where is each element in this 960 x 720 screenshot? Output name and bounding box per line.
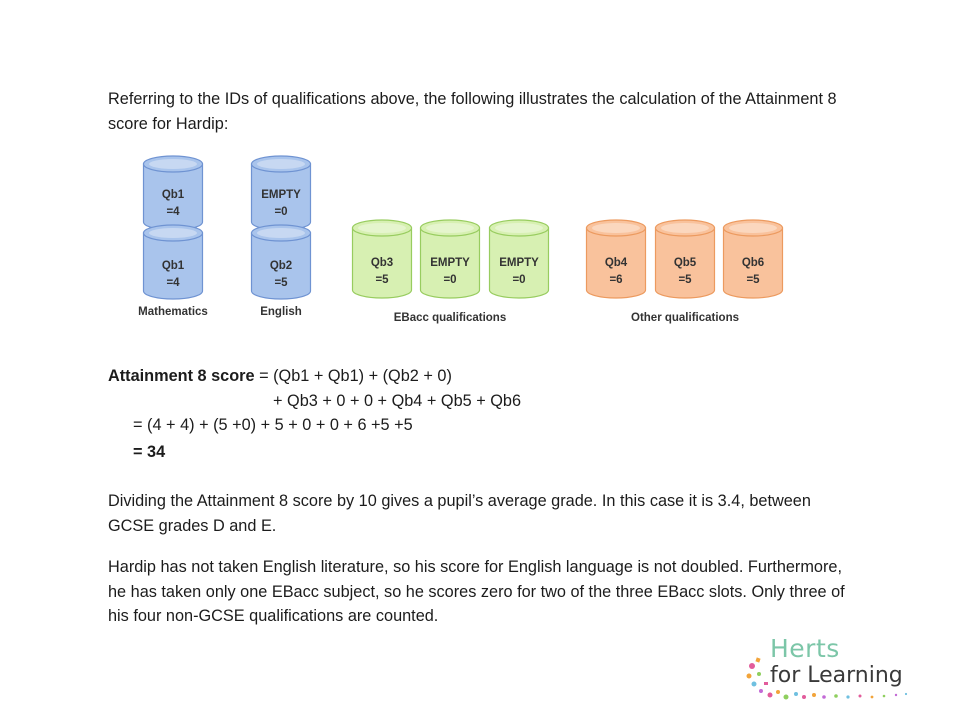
bucket-value: =5 [274, 277, 288, 289]
average-paragraph: Dividing the Attainment 8 score by 10 gives a pupil’s average grade. In this case it is 3.4, between GCSE grades D and E. [108, 492, 811, 535]
bucket-label: Qb1 [161, 260, 185, 272]
bucket-maths-bottom [143, 225, 203, 299]
bucket-value: =4 [166, 277, 180, 289]
bucket-value: =5 [678, 274, 692, 286]
category-maths: Mathematics [138, 306, 208, 318]
bucket-value: =0 [512, 274, 526, 286]
category-other: Other qualifications [631, 312, 739, 324]
hardip-paragraph: Hardip has not taken English literature, so his score for English language is not doubled. Furthermore, he has taken only one EBacc subject, so he scores zero for two of the three EBacc slots. Only three of his four non-GCSE qualifications are counted. [108, 558, 845, 625]
intro-paragraph: Referring to the IDs of qualifications above, the following illustrates the calculation of the Attainment 8 score for Hardip: [108, 90, 837, 133]
bucket-value: =5 [375, 274, 389, 286]
bucket-value: =4 [166, 206, 180, 218]
logo-herts-text: Herts [770, 634, 840, 663]
formula-line-3: = (4 + 4) + (5 +0) + 5 + 0 + 0 + 6 +5 +5 [133, 416, 413, 434]
formula-line-2: + Qb3 + 0 + 0 + Qb4 + Qb5 + Qb6 [273, 392, 522, 410]
bucket-ebacc-1 [352, 220, 412, 298]
formula-result: = 34 [133, 443, 166, 461]
bucket-maths-top [143, 156, 203, 230]
formula-line-1-text: = (Qb1 + Qb1) + (Qb2 + 0) [254, 367, 452, 385]
bucket-label: EMPTY [430, 257, 470, 269]
bucket-label: Qb6 [741, 257, 765, 269]
bucket-value: =0 [443, 274, 457, 286]
bucket-ebacc-3 [489, 220, 549, 298]
bucket-label: Qb5 [673, 257, 697, 269]
bucket-english-bottom [251, 225, 311, 299]
formula-line-1 [108, 364, 452, 388]
bucket-label: Qb2 [269, 260, 293, 272]
bucket-value: =5 [746, 274, 760, 286]
category-english: English [260, 306, 302, 318]
herts-for-learning-logo [744, 634, 934, 714]
bucket-value: =0 [274, 206, 288, 218]
bucket-other-3 [723, 220, 783, 298]
formula-label: Attainment 8 score [108, 367, 255, 385]
logo-for-learning-text: for Learning [770, 663, 903, 688]
bucket-value: =6 [609, 274, 623, 286]
bucket-ebacc-2 [420, 220, 480, 298]
bucket-label: EMPTY [499, 257, 539, 269]
category-ebacc: EBacc qualifications [393, 312, 507, 324]
bucket-label: Qb1 [161, 189, 185, 201]
bucket-label: EMPTY [261, 189, 301, 201]
bucket-other-2 [655, 220, 715, 298]
bucket-english-top [251, 156, 311, 230]
bucket-label: Qb3 [370, 257, 394, 269]
bucket-label: Qb4 [604, 257, 628, 269]
bucket-other-1 [586, 220, 646, 298]
